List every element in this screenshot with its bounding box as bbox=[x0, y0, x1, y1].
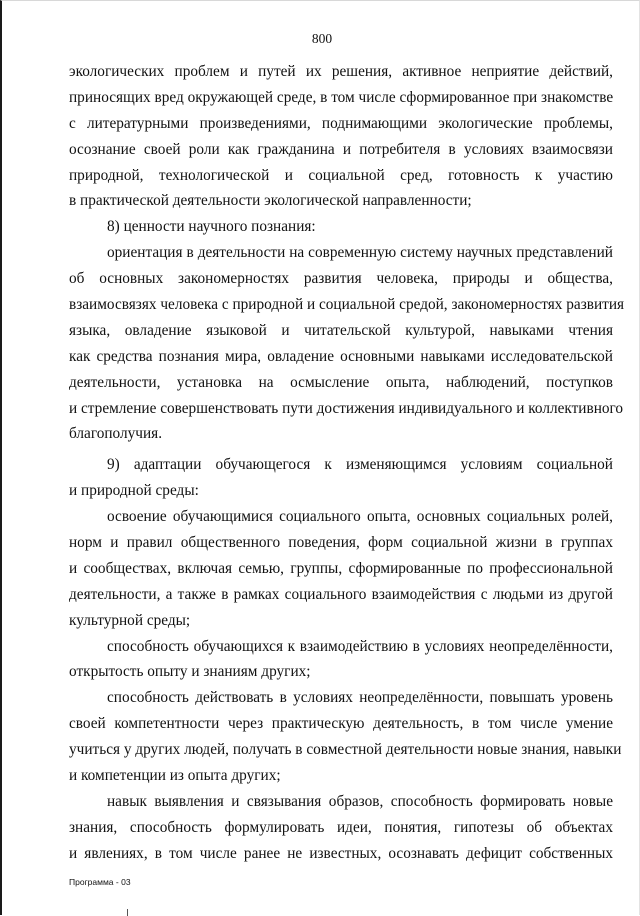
text-line: и природной среды: bbox=[69, 482, 199, 500]
text-line: деятельности, а также в рамках социального взаимодействия с людьми из другой bbox=[69, 585, 613, 603]
text-line: осознание своей роли как гражданина и потребителя в условиях взаимосвязи bbox=[69, 140, 613, 158]
text-line: взаимосвязях человека с природной и социальной средой, закономерностях развития bbox=[69, 296, 625, 314]
text-line: навык выявления и связывания образов, способность формировать новые bbox=[107, 792, 613, 810]
text-line: знания, способность формулировать идеи, понятия, гипотезы об объектах bbox=[69, 818, 613, 836]
text-line: приносящих вред окружающей среде, в том числе сформированное при знакомстве bbox=[69, 88, 614, 106]
text-line: в практической деятельности экологической направленности; bbox=[69, 192, 472, 210]
text-line: способность действовать в условиях неопределённости, повышать уровень bbox=[107, 689, 613, 707]
text-line: своей компетентности через практическую деятельность, в том числе умение bbox=[69, 715, 613, 733]
text-line: языка, овладение языковой и читательской культурой, навыками чтения bbox=[69, 321, 613, 339]
text-line: с литературными произведениями, поднимающими экологические проблемы, bbox=[69, 114, 613, 132]
text-line: и компетенции из опыта других; bbox=[69, 767, 281, 785]
text-line: открытость опыту и знаниям других; bbox=[69, 663, 311, 681]
text-line: учиться у других людей, получать в совместной деятельности новые знания, навыки bbox=[69, 741, 622, 759]
text-line: деятельности, установка на осмысление опыта, наблюдений, поступков bbox=[69, 373, 613, 391]
text-line: норм и правил общественного поведения, форм социальной жизни в группах bbox=[69, 534, 613, 552]
text-line: освоение обучающимися социального опыта, основных социальных ролей, bbox=[107, 508, 613, 526]
footer-label: Программа - 03 bbox=[69, 877, 131, 887]
text-line: экологических проблем и путей их решения, активное неприятие действий, bbox=[69, 63, 613, 80]
text-line: об основных закономерностях развития человека, природы и общества, bbox=[69, 270, 613, 288]
text-line: как средства познания мира, овладение основными навыками исследовательской bbox=[69, 347, 613, 365]
text-line: культурной среды; bbox=[69, 611, 191, 629]
text-line: благополучия. bbox=[69, 425, 163, 443]
text-line: способность обучающихся к взаимодействию в условиях неопределённости, bbox=[107, 637, 613, 655]
text-line: природной, технологической и социальной сред, готовность к участию bbox=[69, 166, 613, 184]
text-line: и сообществах, включая семью, группы, сформированные по профессиональной bbox=[69, 559, 613, 577]
text-line: ориентация в деятельности на современную систему научных представлений bbox=[107, 244, 613, 262]
section-heading-9: 9) адаптации обучающегося к изменяющимся условиям социальной bbox=[107, 456, 613, 474]
section-heading-8: 8) ценности научного познания: bbox=[107, 218, 316, 236]
text-line: и стремление совершенствовать пути достижения индивидуального и коллективного bbox=[69, 399, 624, 417]
text-line: и явлениях, в том числе ранее не известных, осознавать дефицит собственных bbox=[69, 844, 613, 862]
body-text bbox=[69, 59, 625, 867]
page-number: 800 bbox=[311, 31, 333, 46]
